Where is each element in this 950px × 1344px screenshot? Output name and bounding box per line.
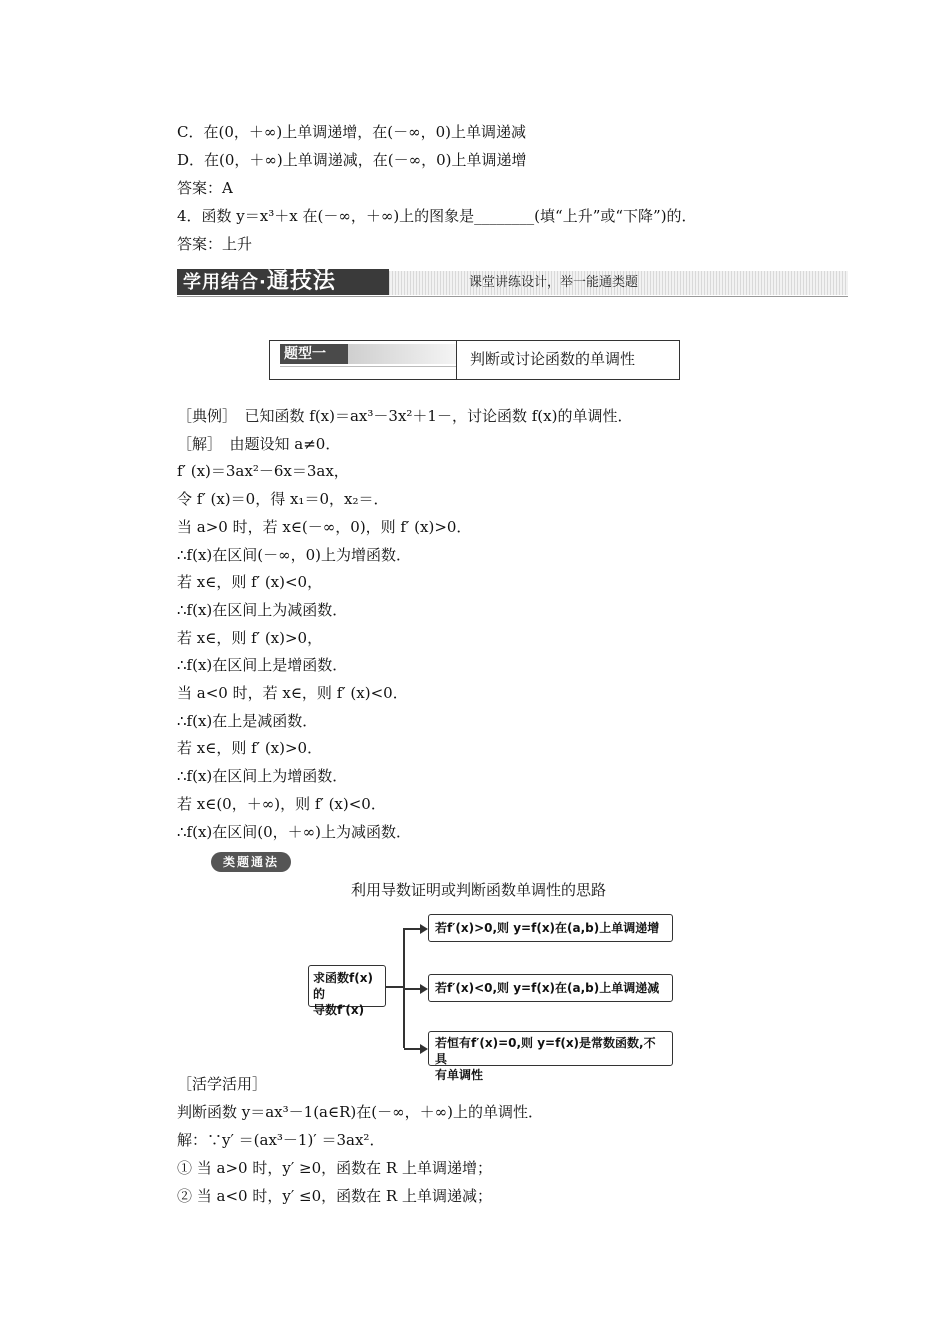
example-line: ∴f(x)在区间上是增函数． [177, 656, 348, 675]
type-underline [280, 366, 456, 367]
type-label: 题型一 [280, 344, 348, 364]
practice-line: 解：∵y′ ＝(ax³－1)′ ＝3ax²． [177, 1131, 385, 1149]
practice-line: ② 当 a<0 时，y′ ≤0，函数在 R 上单调递减； [177, 1187, 492, 1205]
root-line-2: 导数f′(x) [313, 1003, 365, 1017]
branch-1-arrow [420, 924, 428, 934]
banner-title [177, 269, 389, 295]
example-line: ∴f(x)在区间(－∞，0)上为增函数． [177, 545, 412, 564]
branch-3-box [428, 1031, 673, 1082]
option-d: D．在(0，＋∞)上单调递减，在(－∞，0)上单调递增 [177, 151, 527, 169]
practice-line: 判断函数 y＝ax³－1(a∈R)在(－∞，＋∞)上的单调性． [177, 1103, 543, 1121]
banner-title-big: 通技法 [266, 269, 336, 294]
branch-3-line-2: 有单调性 [435, 1068, 484, 1082]
method-pill: 类题通法 [211, 852, 291, 872]
branch-1-box: 若f′(x)>0,则 y=f(x)在(a,b)上单调递增 [428, 914, 673, 942]
example-line: 当 a>0 时，若 x∈(－∞，0)，则 f′ (x)>0． [177, 517, 472, 536]
banner-subtitle: 课堂讲练设计，举一能通类题 [389, 271, 848, 295]
branch-3-arrow [420, 1044, 428, 1054]
example-line: 令 f′ (x)＝0，得 x₁＝0，x₂＝． [177, 490, 389, 509]
example-line: ［解］ 由题设知 a≠0． [177, 434, 341, 453]
answer-3: 答案：A [177, 179, 233, 197]
practice-line: ［活学活用］ [177, 1075, 268, 1093]
question-type-box [269, 340, 680, 380]
section-banner [177, 269, 848, 298]
practice-line: ① 当 a>0 时，y′ ≥0，函数在 R 上单调递增； [177, 1159, 492, 1177]
root-line-1: 求函数f(x)的 [313, 971, 373, 1001]
example-line: 若 x∈，则 f′ (x)<0， [177, 573, 323, 592]
example-line: ∴f(x)在区间上为减函数． [177, 600, 348, 619]
branch-3-line-1: 若恒有f′(x)=0,则 y=f(x)是常数函数,不具 [435, 1036, 656, 1066]
branch-3-connector [404, 1048, 420, 1050]
option-c: C．在(0，＋∞)上单调递增，在(－∞，0)上单调递减 [177, 123, 526, 141]
type-separator [456, 341, 457, 380]
banner-title-small: 学用结合· [183, 272, 267, 293]
example-line: ［典例］ 已知函数 f(x)＝ax³－3x²＋1－，讨论函数 f(x)的单调性． [177, 407, 633, 425]
branch-2-connector [404, 988, 420, 990]
type-title: 判断或讨论函数的单调性 [470, 350, 636, 368]
branch-2-box: 若f′(x)<0,则 y=f(x)在(a,b)上单调递减 [428, 974, 673, 1002]
banner-rule [177, 296, 848, 297]
diagram-title: 利用导数证明或判断函数单调性的思路 [351, 881, 607, 899]
example-line: f′ (x)＝3ax²－6x＝3ax， [177, 462, 349, 481]
example-line: ∴f(x)在区间(0，＋∞)上为减函数． [177, 822, 412, 841]
example-line: 若 x∈，则 f′ (x)>0， [177, 628, 323, 647]
root-box [308, 965, 386, 1017]
example-line: ∴f(x)在区间上为增函数． [177, 767, 348, 786]
example-line: 若 x∈，则 f′ (x)>0． [177, 739, 323, 758]
question-4: 4．函数 y＝x³＋x 在(－∞，＋∞)上的图象是________(填“上升”或“下降”)的． [177, 207, 697, 225]
branch-2-arrow [420, 984, 428, 994]
answer-4: 答案：上升 [177, 235, 253, 253]
example-line: 当 a<0 时，若 x∈，则 f′ (x)<0． [177, 684, 408, 702]
example-line: 若 x∈(0，＋∞)，则 f′ (x)<0． [177, 794, 386, 813]
example-line: ∴f(x)在上是减函数． [177, 711, 318, 730]
root-connector [386, 986, 404, 988]
branch-1-connector [404, 928, 420, 930]
type-label-gradient [348, 344, 456, 364]
